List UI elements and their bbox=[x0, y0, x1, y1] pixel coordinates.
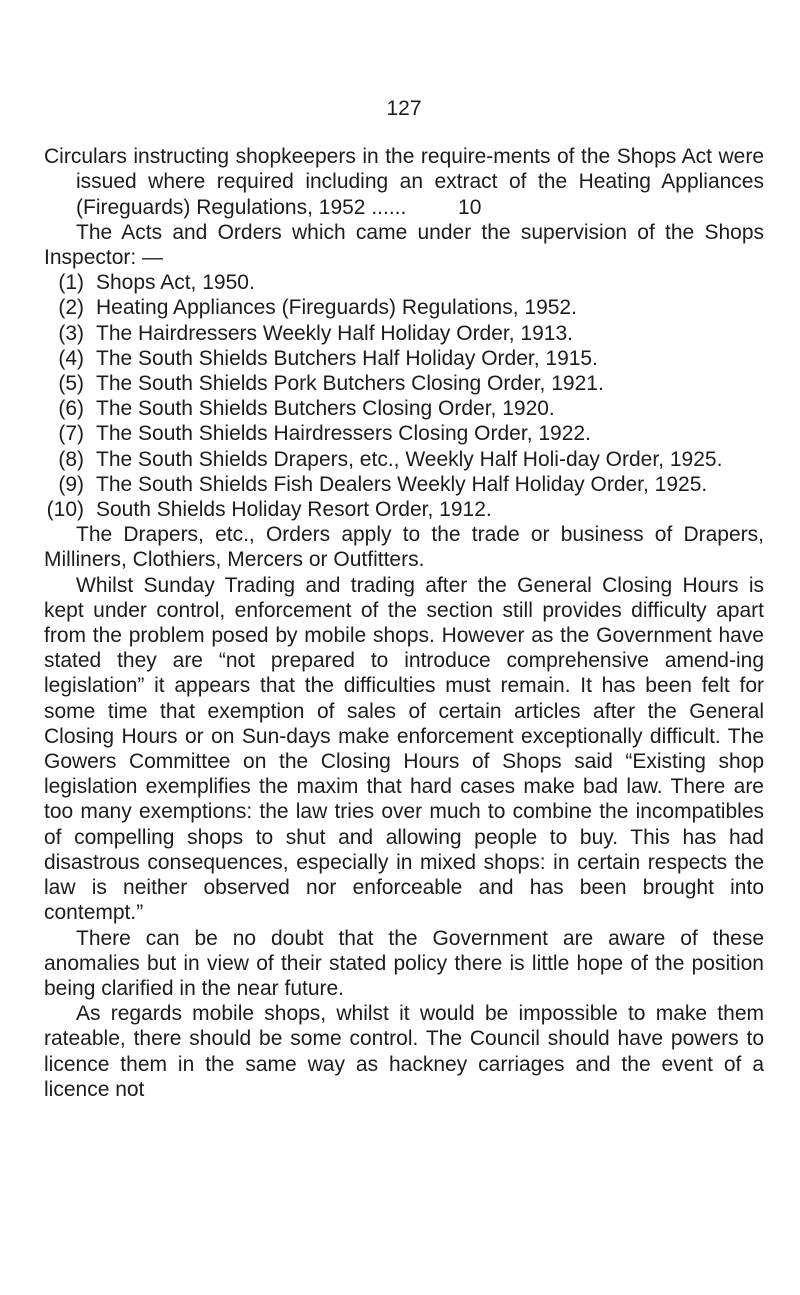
act-number: (6) bbox=[58, 397, 84, 421]
acts-intro: The Acts and Orders which came under the supervision of the Shops Inspector: — bbox=[44, 220, 764, 270]
act-title: The South Shields Butchers Closing Order, 1920. bbox=[96, 397, 555, 421]
act-title: The Hairdressers Weekly Half Holiday Order, 1913. bbox=[96, 321, 573, 345]
act-item bbox=[44, 396, 764, 421]
paragraph: There can be no doubt that the Government are aware of these anomalies but in view of their stated policy there is little hope of the position being clarified in the near future. bbox=[44, 926, 764, 1000]
act-number: (5) bbox=[58, 372, 84, 396]
act-number: (9) bbox=[58, 472, 84, 496]
act-item bbox=[44, 472, 764, 497]
act-number: (1) bbox=[58, 271, 84, 295]
act-item bbox=[44, 346, 764, 371]
act-title: Heating Appliances (Fireguards) Regulations, 1952. bbox=[96, 296, 577, 320]
acts-list bbox=[44, 270, 764, 522]
act-item bbox=[44, 295, 764, 320]
circulars-entry bbox=[44, 144, 764, 220]
page-number: 127 bbox=[386, 97, 422, 120]
act-title: The South Shields Fish Dealers Weekly Half Holiday Order, 1925. bbox=[96, 472, 708, 496]
body-paragraphs bbox=[44, 522, 764, 1102]
act-item bbox=[44, 497, 764, 522]
act-item bbox=[44, 447, 764, 472]
act-number: (10) bbox=[46, 498, 84, 522]
act-title: The South Shields Pork Butchers Closing Order, 1921. bbox=[96, 372, 604, 396]
act-number: (2) bbox=[58, 296, 84, 320]
circulars-count: 10 bbox=[458, 195, 482, 219]
act-title: The South Shields Butchers Half Holiday Order, 1915. bbox=[96, 346, 598, 370]
act-item bbox=[44, 270, 764, 295]
paragraph: Whilst Sunday Trading and trading after the General Closing Hours is kept under control, enforcement of the section still provides difficulty apart from the problem posed by mobile shops. However as the Government have stated they are “not prepared to introduce comprehensive amend-ing legislation” it appears that the difficulties must remain. It has been felt for some time that exemption of sales of certain articles after the General Closing Hours or on Sun-days make enforcement exceptionally difficult. The Gowers Committee on the Closing Hours of Shops said “Existing shop legislation exemplifies the maxim that hard cases make bad law. There are too many exemptions: the law tries over much to combine the incompatibles of compelling shops to shut and allowing people to buy. This has had disastrous consequences, especially in mixed shops: in certain respects the law is neither observed nor enforceable and has been brought into contempt.” bbox=[44, 573, 764, 925]
act-item bbox=[44, 421, 764, 446]
act-title: Shops Act, 1950. bbox=[96, 271, 255, 295]
act-item bbox=[44, 321, 764, 346]
paragraph: As regards mobile shops, whilst it would be impossible to make them rateable, there should be some control. The Council should have powers to licence them in the same way as hackney carriages and the event of a licence not bbox=[44, 1002, 764, 1101]
act-number: (7) bbox=[58, 422, 84, 446]
act-item bbox=[44, 371, 764, 396]
document-page bbox=[44, 96, 764, 1102]
circulars-text: Circulars instructing shopkeepers in the require-ments of the Shops Act were issued where required including an extract of the Heating Appliances (Fireguards) Regulations, 1952 ...... bbox=[44, 145, 764, 219]
paragraph: The Drapers, etc., Orders apply to the trade or business of Drapers, Milliners, Clothiers, Mercers or Outfitters. bbox=[44, 523, 764, 572]
act-title: South Shields Holiday Resort Order, 1912. bbox=[96, 498, 492, 522]
act-number: (3) bbox=[58, 321, 84, 345]
act-title: The South Shields Hairdressers Closing Order, 1922. bbox=[96, 422, 591, 446]
act-number: (4) bbox=[58, 346, 84, 370]
act-title: The South Shields Drapers, etc., Weekly Half Holi-day Order, 1925. bbox=[96, 447, 723, 471]
act-number: (8) bbox=[58, 447, 84, 471]
